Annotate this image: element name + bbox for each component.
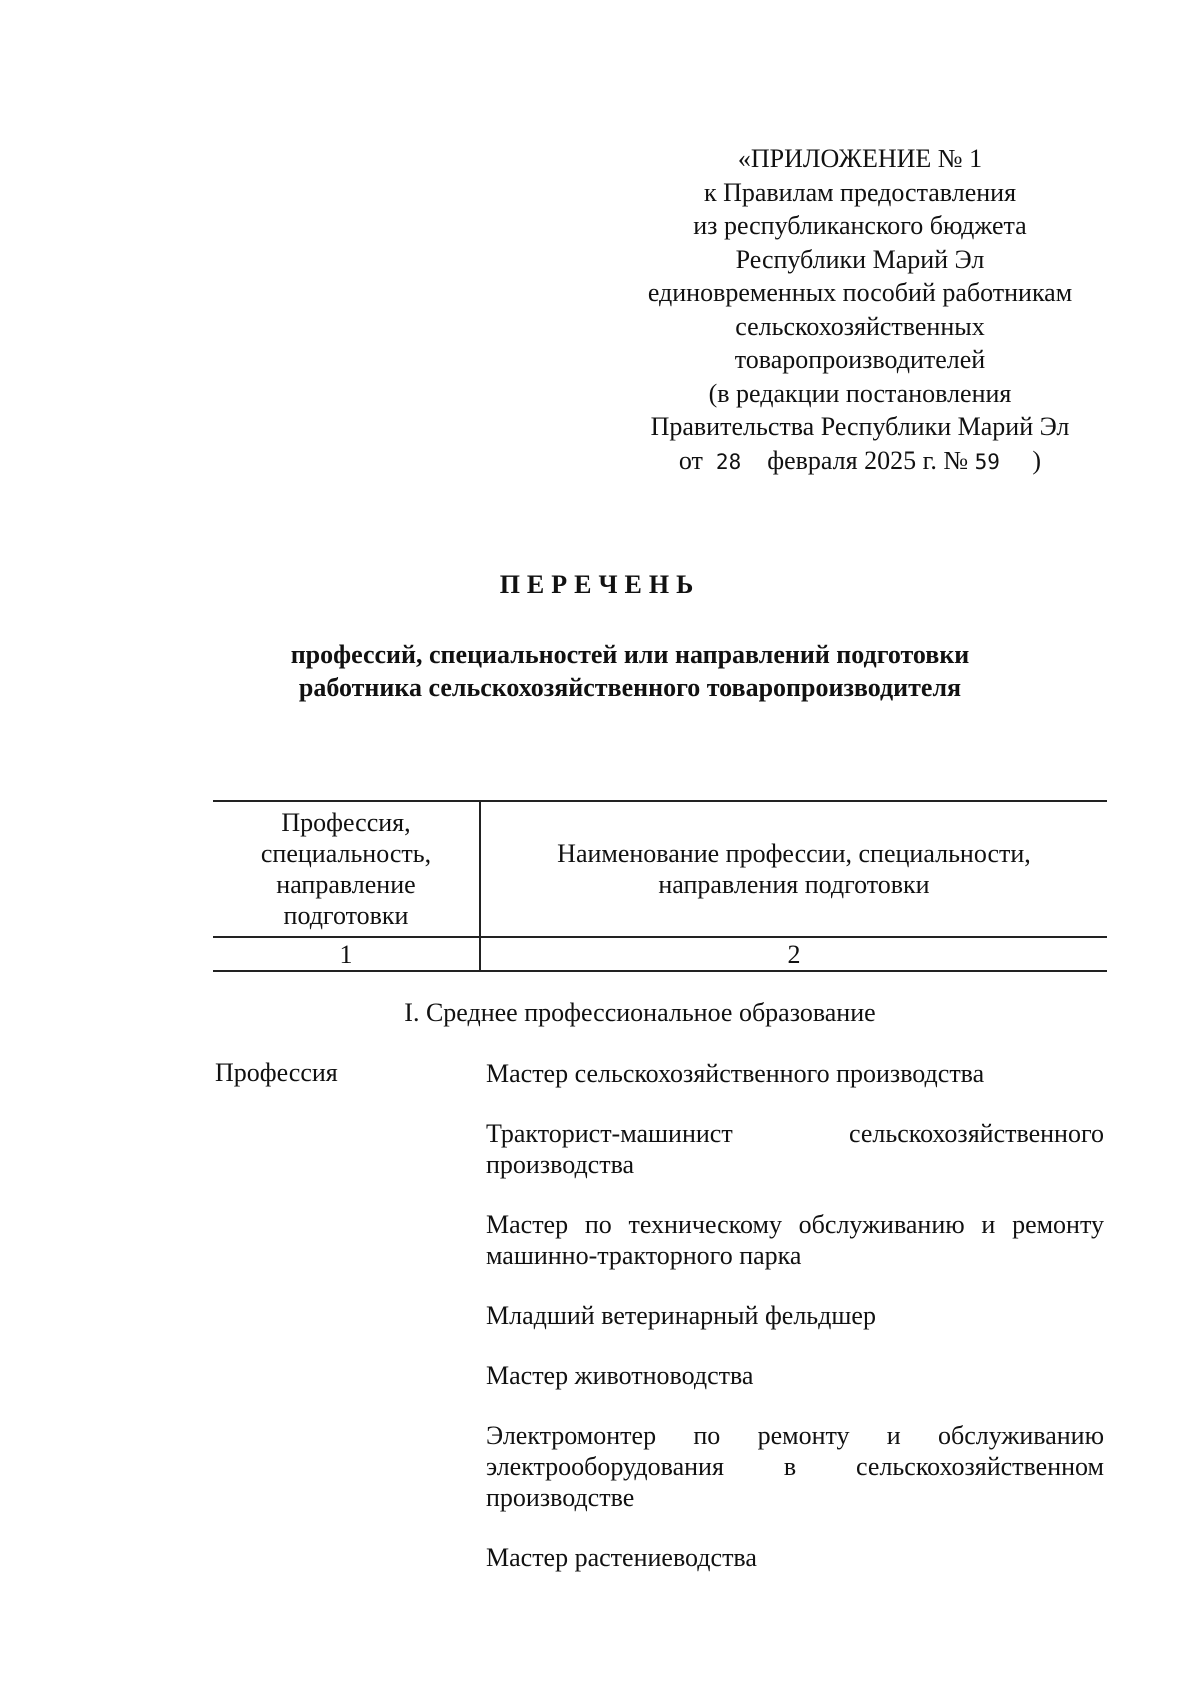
col2-header — [480, 801, 1107, 937]
date-middle: февраля 2025 г. № — [767, 445, 969, 475]
col1-header-line: специальность, — [260, 839, 432, 868]
subtitle-line: профессий, специальностей или направлений подготовки — [290, 640, 970, 669]
appendix-date-line — [610, 444, 1110, 480]
table-number-row — [213, 937, 1107, 971]
subtitle-line: работника сельскохозяйственного товаропроизводителя — [298, 673, 962, 702]
list-item: Тракторист-машинист сельскохозяйственного производства — [486, 1119, 1104, 1179]
profession-list — [486, 1058, 1104, 1602]
document-title: ПЕРЕЧЕНЬ — [499, 570, 701, 599]
appendix-line: «ПРИЛОЖЕНИЕ № 1 — [737, 144, 983, 173]
col1-header — [213, 801, 480, 937]
appendix-header — [610, 142, 1110, 479]
appendix-line: товаропроизводителей — [734, 345, 986, 374]
document-subtitle — [200, 638, 1060, 704]
col2-header-line: Наименование профессии, специальности, — [557, 839, 1031, 868]
appendix-line: к Правилам предоставления — [703, 177, 1017, 207]
header-table — [213, 800, 1107, 972]
appendix-line: из республиканского бюджета — [693, 211, 1027, 240]
appendix-line: (в редакции постановления — [708, 378, 1012, 408]
list-item: Мастер растениеводства — [486, 1543, 757, 1572]
table-header-row — [213, 801, 1107, 937]
col1-number: 1 — [213, 937, 480, 971]
list-item: Мастер по техническому обслуживанию и ремонту машинно-тракторного парка — [486, 1210, 1104, 1270]
list-item: Младший ветеринарный фельдшер — [486, 1301, 876, 1330]
list-item: Мастер сельскохозяйственного производства — [486, 1059, 985, 1088]
date-suffix: ) — [1032, 445, 1042, 475]
appendix-line: Правительства Республики Марий Эл — [650, 412, 1070, 441]
col1-header-line: Профессия, — [281, 808, 411, 837]
list-item: Электромонтер по ремонту и обслуживанию электрооборудования в сельскохозяйственном производстве — [486, 1421, 1104, 1512]
col2-number: 2 — [480, 937, 1107, 971]
col2-header-line: направления подготовки — [658, 870, 930, 899]
col1-header-line: направление — [276, 870, 416, 899]
list-item: Мастер животноводства — [486, 1361, 754, 1390]
appendix-line: единовременных пособий работникам — [647, 278, 1073, 307]
col1-header-line: подготовки — [283, 901, 409, 930]
appendix-line: Республики Марий Эл — [735, 244, 985, 274]
appendix-line: сельскохозяйственных — [735, 311, 985, 341]
date-prefix: от — [678, 445, 703, 475]
category-label: Профессия — [215, 1058, 338, 1087]
date-number: 59 — [974, 449, 1000, 474]
date-day: 28 — [715, 449, 742, 474]
section-title: I. Среднее профессиональное образование — [404, 998, 876, 1027]
